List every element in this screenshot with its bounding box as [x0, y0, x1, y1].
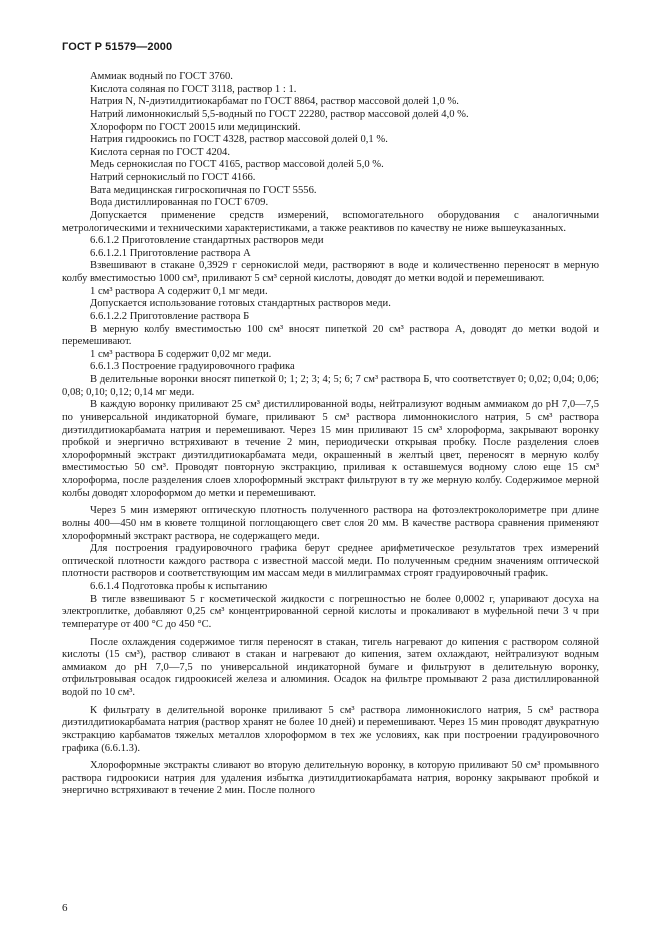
- paragraph: 1 см³ раствора Б содержит 0,02 мг меди.: [90, 348, 272, 360]
- page-header: ГОСТ Р 51579—2000: [62, 41, 173, 53]
- section-heading: 6.6.1.2.2 Приготовление раствора Б: [90, 310, 250, 322]
- paragraph: Натрий сернокислый по ГОСТ 4166.: [90, 172, 256, 183]
- paragraph: Взвешивают в стакане 0,3929 г сернокислой меди, растворяют в воде и количественно переносят в мерную колбу вместимостью 1000 см³, приливают 5 см³ серной кислоты, доводят до метки водой и перемешивают.: [62, 260, 599, 284]
- paragraph: Кислота серная по ГОСТ 4204.: [90, 146, 230, 158]
- paragraph: После охлаждения содержимое тигля переносят в стакан, тигель нагревают до кипения с раствором соляной кислоты (15 см³), раствор сливают в стакан и нагревают до кипения, затем охлаждают, нейтрализуют водным аммиаком до pH 7,0—7,5 по универсальной индикаторной бумаге и фильтруют в делительную воронку, отфильтровывая осадок гидроокисей железа и алюминия. Осадок на фильтре промывают 2 раза дистиллированной водой по 10 см³.: [62, 636, 599, 698]
- paragraph: Вода дистиллированная по ГОСТ 6709.: [90, 197, 269, 209]
- paragraph: Натрия N, N-диэтилдитиокарбамат по ГОСТ 8864, раствор массовой долей 1,0 %.: [90, 96, 459, 108]
- paragraph: Натрий лимоннокислый 5,5-водный по ГОСТ 22280, раствор массовой долей 4,0 %.: [90, 108, 469, 120]
- paragraph: Кислота соляная по ГОСТ 3118, раствор 1 : 1.: [90, 83, 297, 95]
- paragraph: В делительные воронки вносят пипеткой 0; 1; 2; 3; 4; 5; 6; 7 см³ раствора Б, что соответствует 0; 0,02; 0,04; 0,06; 0,08; 0,10; 0,12; 0,14 мг меди.: [62, 374, 599, 398]
- paragraph: Допускается использование готовых стандартных растворов меди.: [90, 298, 391, 310]
- paragraph: К фильтрату в делительной воронке приливают 5 см³ раствора лимоннокислого натрия, 5 см³ раствора диэтилдитиокарбамата натрия (раствор хранят не более 10 дней) и перемешивают. Через 15 мин проводят двукратную экстракцию карбаматов тяжелых металлов хлороформом в тех же условиях, как при построении градуировочного графика (6.6.1.3).: [62, 704, 599, 754]
- paragraph: Натрия гидроокись по ГОСТ 4328, раствор массовой долей 0,1 %.: [90, 134, 388, 146]
- section-heading: 6.6.1.2 Приготовление стандартных растворов меди: [90, 235, 324, 247]
- section-heading: 6.6.1.2.1 Приготовление раствора А: [90, 247, 251, 259]
- paragraph: Аммиак водный по ГОСТ 3760.: [90, 71, 233, 82]
- paragraph: В каждую воронку приливают 25 см³ дистиллированной воды, нейтрализуют водным аммиаком до pH 7,0—7,5 по универсальной индикаторной бумаге, приливают 5 см³ раствора лимоннокислого натрия, 5 см³ раствора диэтилдитиокарбамата натрия и перемешивают. Через 15 мин приливают 15 см³ хлороформа, закрывают воронку пробкой и энергично встряхивают в течение 2 мин, периодически открывая пробку. После разделения слоев хлороформный экстракт диэтилдитиокарбамата меди, окрашенный в желтый цвет, переносят в мерную колбу вместимостью 50 см³. Проводят повторную экстракцию, приливая к оставшемуся водному слою еще 15 см³ хлороформа, после разделения слоев хлороформный экстракт фильтруют в ту же мерную колбу. Содержимое мерной колбы доводят хлороформом до метки и перемешивают.: [62, 399, 599, 499]
- paragraph: Вата медицинская гигроскопичная по ГОСТ 5556.: [90, 184, 317, 196]
- paragraph: Хлороформ по ГОСТ 20015 или медицинский.: [90, 121, 301, 133]
- paragraph: В тигле взвешивают 5 г косметической жидкости с погрешностью не более 0,0002 г, упаривают досуха на электроплитке, добавляют 0,25 см³ концентрированной серной кислоты и прокаливают в муфельной печи 3 ч при температуре от 400 °С до 450 °С.: [62, 593, 599, 630]
- section-heading: 6.6.1.4 Подготовка пробы к испытанию: [90, 581, 268, 592]
- paragraph: В мерную колбу вместимостью 100 см³ вносят пипеткой 20 см³ раствора А, доводят до метки водой и перемешивают.: [62, 323, 599, 348]
- paragraph: Медь сернокислая по ГОСТ 4165, раствор массовой долей 5,0 %.: [90, 159, 384, 171]
- document-body: [62, 71, 599, 798]
- paragraph: 1 см³ раствора А содержит 0,1 мг меди.: [90, 285, 268, 297]
- paragraph: Хлороформные экстракты сливают во вторую делительную воронку, в которую приливают 50 см³ промывного раствора гидроокиси натрия для удаления избытка диэтилдитиокарбамата натрия, воронку закрывают пробкой и энергично встряхивают в течение 2 мин. После полного: [62, 760, 599, 797]
- page-number: 6: [62, 902, 68, 914]
- paragraph: Допускается применение средств измерений, вспомогательного оборудования с аналогичными метрологическими и техническими характеристиками, а также реактивов по качеству не ниже вышеуказанных.: [62, 209, 599, 234]
- section-heading: 6.6.1.3 Построение градуировочного графика: [90, 361, 295, 373]
- paragraph: Для построения градуировочного графика берут среднее арифметическое результатов трех измерений оптической плотности каждого раствора с известной массой меди. По полученным средним значениям оптической плотности растворов и соответствующим им массам меди в миллиграммах строят градуировочный график.: [62, 543, 599, 580]
- paragraph: Через 5 мин измеряют оптическую плотность полученного раствора на фотоэлектроколориметре при длине волны 400—450 нм в кювете толщиной поглощающего свет слоя 20 мм. В качестве раствора сравнения применяют хлороформный экстракт раствора, не содержащего меди.: [62, 505, 599, 542]
